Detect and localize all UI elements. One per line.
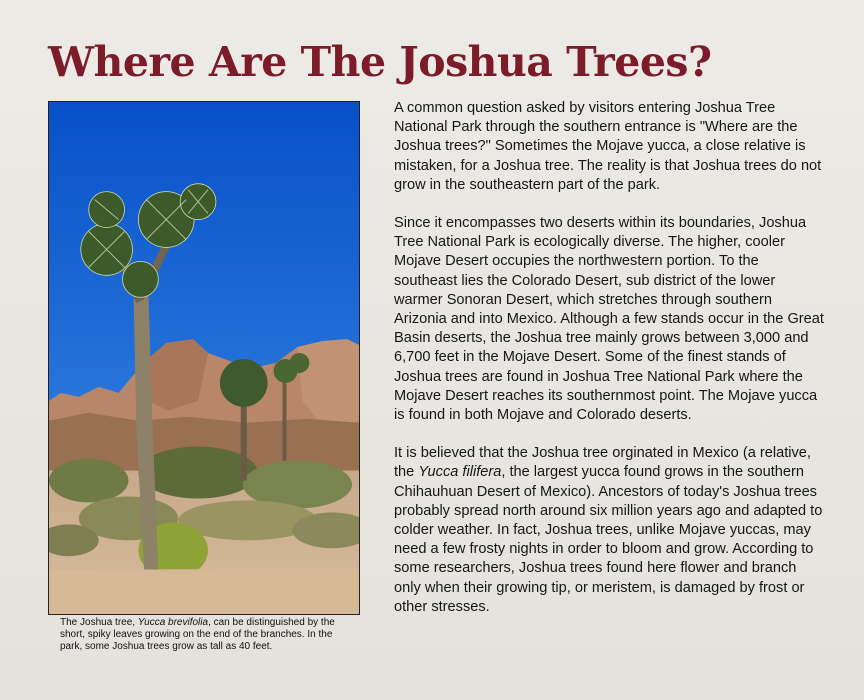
page-title: Where Are The Joshua Trees? xyxy=(48,38,712,86)
paragraph-southern-entrance: A common question asked by visitors entering Joshua Tree National Park through the southern entrance is "Where are the Joshua trees?" Sometimes the Mojave yucca, a close relative is mistaken, for a Joshua tree. The reality is that Joshua trees do not grow in the southeastern part of the park. xyxy=(394,100,822,193)
joshua-tree-illustration xyxy=(49,102,359,614)
paragraph-deserts: Since it encompasses two deserts within its boundaries, Joshua Tree National Park is ecologically diverse. The higher, cooler Mojave Desert occupies the northwestern portion. To the southeast lies the Colorado Desert, sub district of the lower warmer Sonoran Desert, which stretches through southern Arizonia and into Mexico. Although a few stands occur in the Great Basin deserts, the Joshua tree mainly grows between 3,000 and 6,700 feet in the Mojave Desert. Some of the finest stands of Joshua trees are found in Joshua Tree National Park where the Mojave Desert reaches its southernmost point. The Mojave yucca is found in both Mojave and Colorado deserts. xyxy=(394,215,824,424)
body-text xyxy=(394,99,826,636)
paragraph-origin-end: , the largest yucca found grows in the southern Chihauhuan Desert of Mexico). Ancestors of today's Joshua trees probably spread north around six million years ago and adapted to colder weather. In fact, Joshua trees, unlike Mojave yuccas, may need a few frosty nights in order to bloom and grow. According to some researchers, Joshua trees found here flower and branch only when their growing tip, or meristem, is damaged by frost or other stresses. xyxy=(394,464,823,615)
caption-species: Yucca brevifolia xyxy=(137,617,209,628)
photo-caption xyxy=(60,617,350,653)
paragraph-origin-start: It is believed that the Joshua tree orginated in Mexico (a relative, the xyxy=(394,445,811,481)
paragraph-origin-species: Yucca filifera xyxy=(418,464,502,481)
joshua-tree-photo xyxy=(48,101,360,615)
paragraph-origin xyxy=(394,444,826,617)
caption-text-start: The Joshua tree, xyxy=(60,617,138,628)
caption-text-end: , can be distinguished by the short, spiky leaves growing on the end of the branches. In the park, some Joshua trees grow as tall as 40 feet. xyxy=(60,617,335,652)
